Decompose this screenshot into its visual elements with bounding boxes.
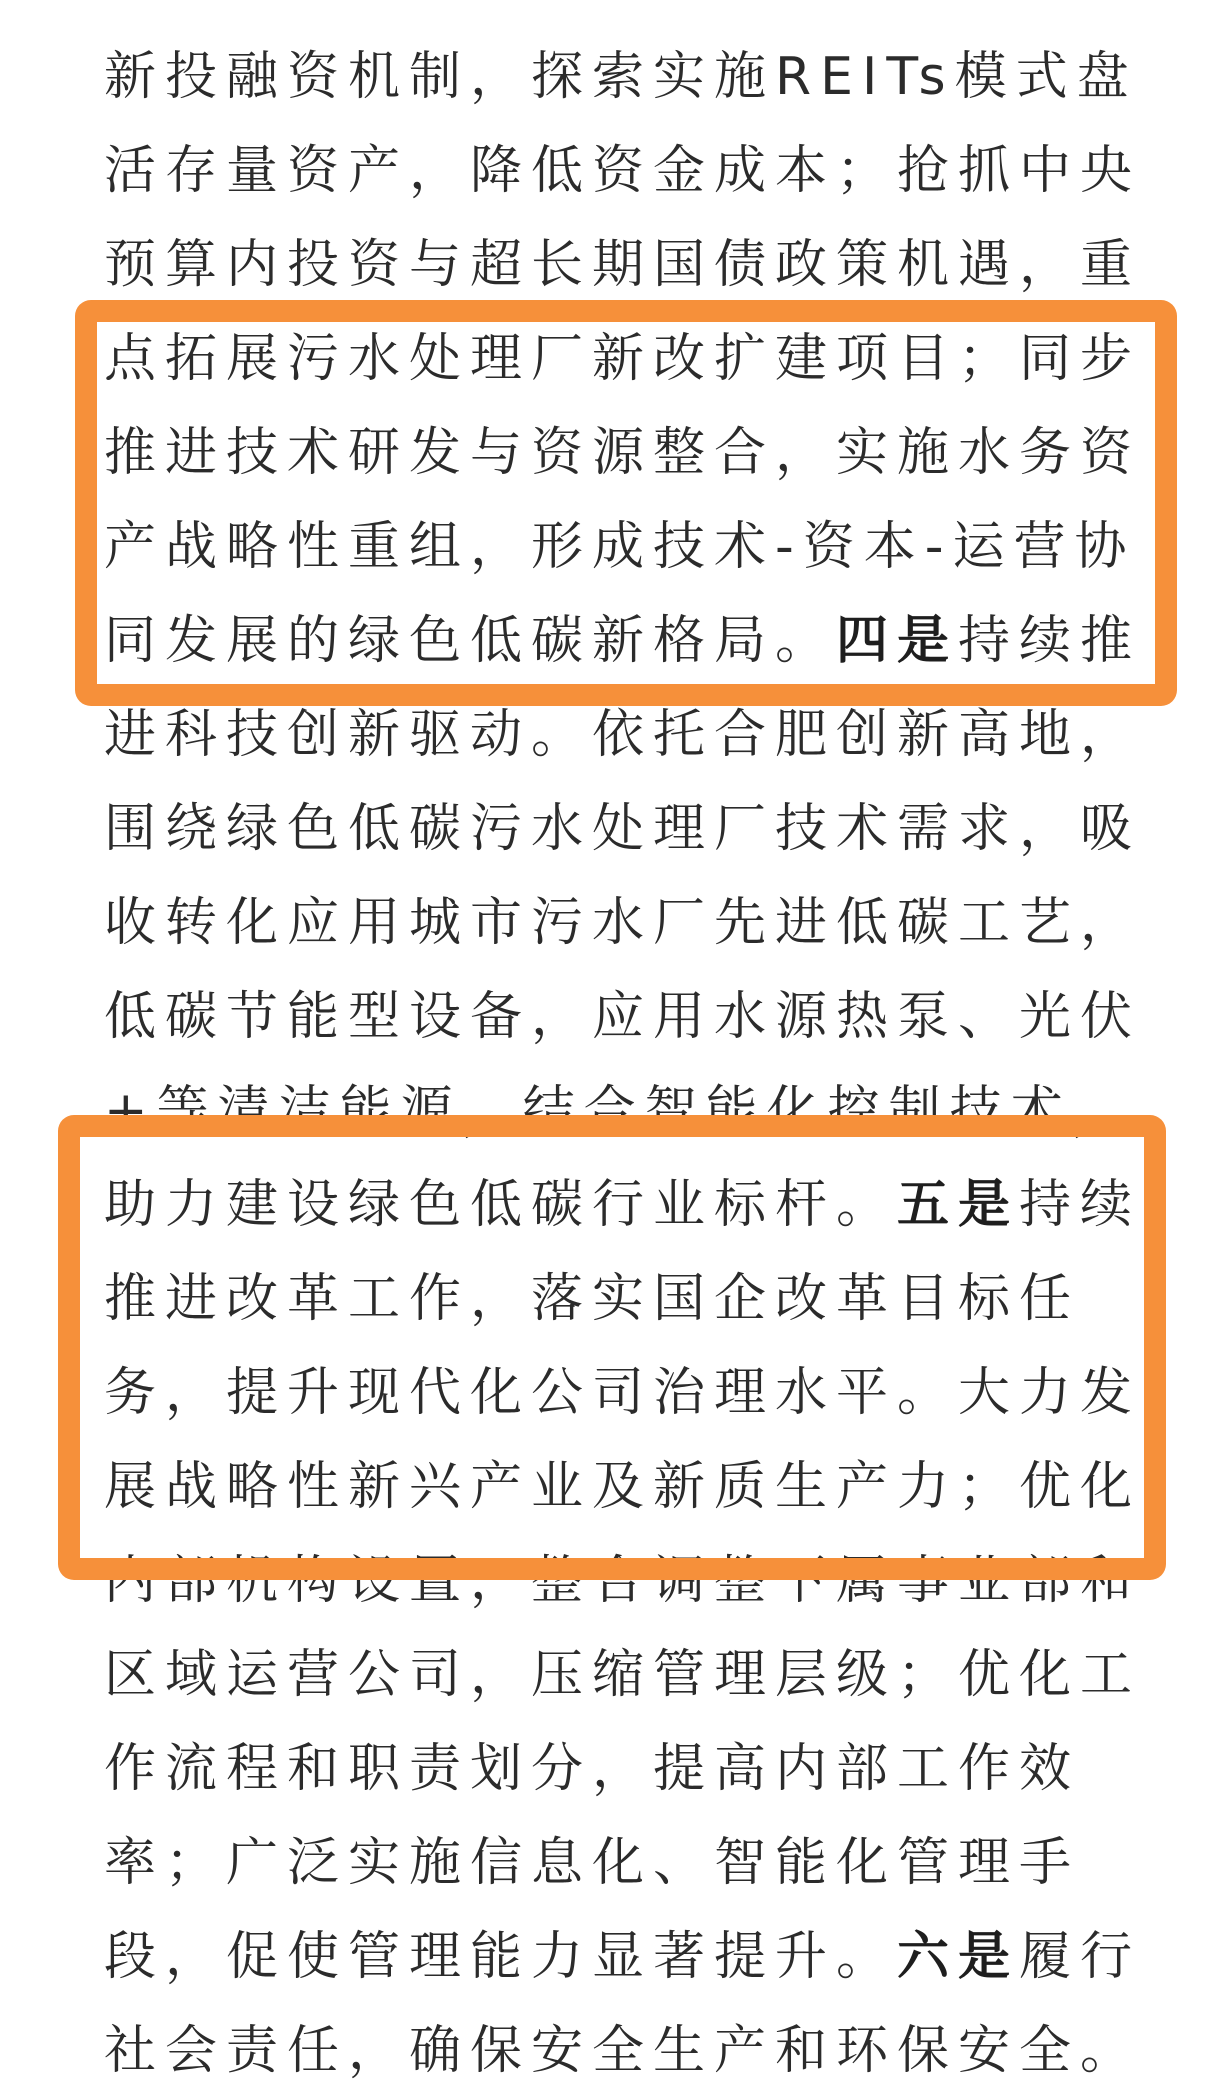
text-line: 点拓展污水处理厂新改扩建项目；同步 — [104, 329, 1142, 389]
text-line: 率；广泛实施信息化、智能化管理手 — [104, 1833, 1081, 1893]
highlight-box — [75, 300, 1177, 706]
text-line: 预算内投资与超长期国债政策机遇，重 — [104, 235, 1142, 295]
text-line: 社会责任，确保安全生产和环保安全。 — [104, 2021, 1142, 2081]
highlight-box — [58, 1115, 1166, 1580]
text-segment: 持续 — [1019, 1175, 1142, 1235]
text-line: 低碳节能型设备，应用水源热泵、光伏 — [104, 987, 1142, 1047]
text-line: 活存量资产，降低资金成本；抢抓中央 — [104, 141, 1142, 201]
text-line: 推进改革工作，落实国企改革目标任 — [104, 1269, 1081, 1329]
text-line: 进科技创新驱动。依托合肥创新高地， — [104, 705, 1142, 765]
text-line: 围绕绿色低碳污水处理厂技术需求，吸 — [104, 799, 1142, 859]
bold-marker: 四是 — [836, 611, 959, 671]
text-line: 产战略性重组，形成技术-资本-运营协 — [104, 517, 1136, 577]
bold-marker: 五是 — [897, 1175, 1020, 1235]
text-segment: 段，促使管理能力显著提升。 — [104, 1927, 898, 1987]
text-segment: 助力建设绿色低碳行业标杆。 — [104, 1175, 898, 1235]
text-line: 新投融资机制，探索实施REITs模式盘 — [104, 47, 1138, 107]
text-line: 内部机构设置，整合调整下属事业部和 — [104, 1551, 1142, 1611]
text-line: 务，提升现代化公司治理水平。大力发 — [104, 1363, 1142, 1423]
text-line: 作流程和职责划分，提高内部工作效 — [104, 1739, 1081, 1799]
text-line: 推进技术研发与资源整合，实施水务资 — [104, 423, 1142, 483]
text-segment: 持续推 — [958, 611, 1142, 671]
bold-marker: 六是 — [897, 1927, 1020, 1987]
text-line: +等清洁能源，结合智能化控制技术， — [104, 1081, 1133, 1141]
text-line: 收转化应用城市污水厂先进低碳工艺， — [104, 893, 1142, 953]
text-line: 展战略性新兴产业及新质生产力；优化 — [104, 1457, 1142, 1517]
text-segment: 履行 — [1019, 1927, 1142, 1987]
text-segment: 同发展的绿色低碳新格局。 — [104, 611, 837, 671]
text-line — [104, 1910, 1142, 2004]
text-line: 区域运营公司，压缩管理层级；优化工 — [104, 1645, 1142, 1705]
